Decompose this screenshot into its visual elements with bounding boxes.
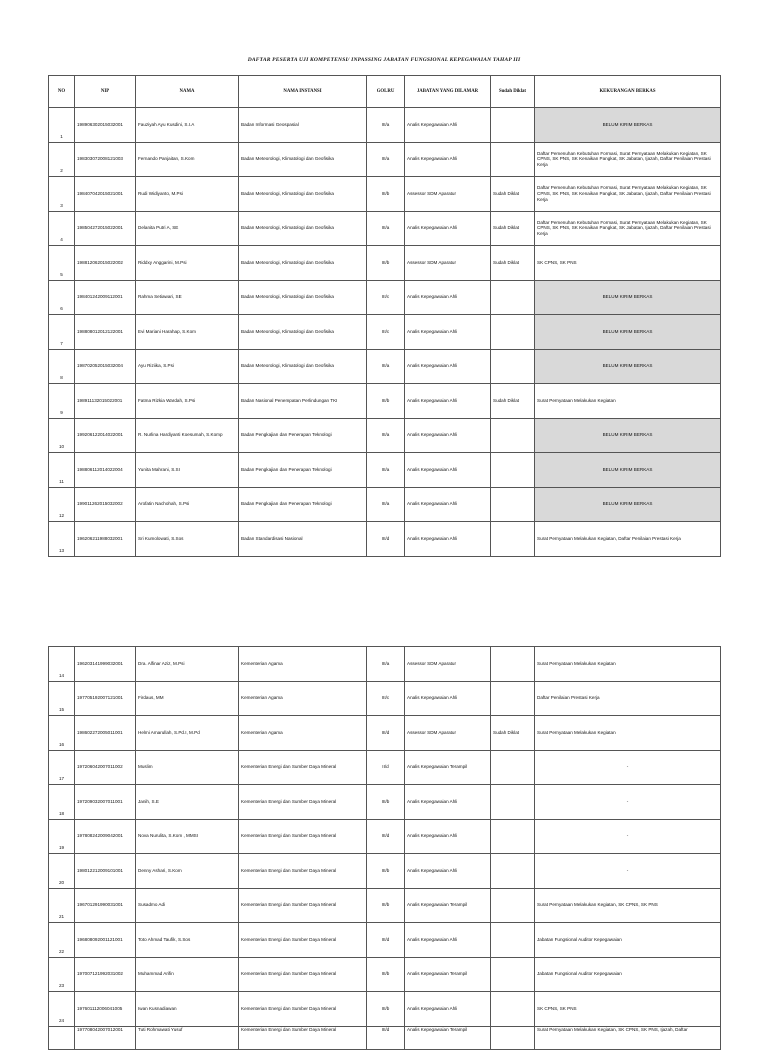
diklat-cell [491,108,535,143]
kekurangan-cell: Jabatan Fungsional Auditor Kepegawaian [535,957,721,992]
nip-cell: 198906302015032001 [75,108,136,143]
table-row [49,177,721,212]
table-row [49,854,721,889]
jabatan-cell: Analis Kepegawaian Terampil [405,957,491,992]
jabatan-cell: Analis Kepegawaian Ahli [405,453,491,488]
table-row [49,453,721,488]
header-nip: NIP [75,76,136,108]
nama-cell: Evi Mariani Harahap, S.Kom [136,315,239,350]
header-nama-instansi: NAMA INSTANSI [239,76,367,108]
diklat-cell [491,487,535,522]
nama-cell: Rahma Setiawari, SE [136,280,239,315]
no-cell: 17 [49,750,75,785]
table-row [49,957,721,992]
golru-cell: III/a [367,108,405,143]
nama-cell: Riddxy Anggarini, M.Psi [136,246,239,281]
golru-cell: III/d [367,1026,405,1049]
instansi-cell: Badan Meteorologi, Klimatologi dan Geofisika [239,280,367,315]
jabatan-cell: Analis Kepegawaian Terampil [405,750,491,785]
no-cell: 22 [49,923,75,958]
nama-cell: Helmi Amarullah, S.Pd.I, M.Pd [136,716,239,751]
nama-cell: Janih, S.E [136,785,239,820]
header-sudah-diklat: Sudah Diklat [491,76,535,108]
kekurangan-cell: BELUM KIRIM BERKAS [535,280,721,315]
diklat-cell [491,280,535,315]
nama-cell: Tuti Rohmawati Yusuf [136,1026,239,1049]
table-header-row [49,76,721,108]
table-row [49,142,721,177]
kekurangan-cell: Daftar Pemenuhan Kebutuhan Formasi, Surat Pernyataan Melakukan Kegiatan, SK CPNS, SK PNS, SK Kenaikan Pangkat, SK Jabatan, Ijazah, Daftar Penilaian Prestasi Kerja [535,177,721,212]
instansi-cell: Badan Standardisasi Nasional [239,522,367,557]
no-cell: 15 [49,681,75,716]
golru-cell: III/d [367,819,405,854]
nip-cell: 198911132015022001 [75,384,136,419]
golru-cell: III/a [367,453,405,488]
kekurangan-cell: - [535,750,721,785]
no-cell: 12 [49,487,75,522]
header-kekurangan-berkas: KEKURANGAN BERKAS [535,76,721,108]
nama-cell: R. Nurlina Hardiyanti Koesumah, S.Komp [136,418,239,453]
instansi-cell: Badan Pengkajian dan Penerapan Teknologi [239,418,367,453]
jabatan-cell: Analis Kepegawaian Terampil [405,1026,491,1049]
table-row [49,522,721,557]
instansi-cell: Badan Pengkajian dan Penerapan Teknologi [239,487,367,522]
instansi-cell: Badan Meteorologi, Klimatologi dan Geofisika [239,315,367,350]
nama-cell: Toto Ahmad Taufik, S.Sos [136,923,239,958]
nama-cell: Firdaus, MM [136,681,239,716]
nama-cell: Denny Ashari, S.Kom [136,854,239,889]
no-cell: 1 [49,108,75,143]
kekurangan-cell: SK CPNS, SK PNS [535,992,721,1027]
table-row [49,1026,721,1049]
instansi-cell: Kementerian Energi dan Sumber Daya Mineral [239,819,367,854]
diklat-cell: Sudah Diklat [491,211,535,246]
kekurangan-cell: Surat Pernyataan Melakukan Kegiatan, SK CPNS, SK PNS, Ijazah, Daftar [535,1026,721,1049]
kekurangan-cell: BELUM KIRIM BERKAS [535,453,721,488]
nama-cell: Muslim [136,750,239,785]
golru-cell: III/a [367,349,405,384]
diklat-cell [491,647,535,682]
no-cell: 8 [49,349,75,384]
nama-cell: Delanita Putri A, SE [136,211,239,246]
instansi-cell: Badan Nasional Penempatan Perlindungan TKI [239,384,367,419]
golru-cell: III/b [367,888,405,923]
jabatan-cell: Analis Kepegawaian Ahli [405,349,491,384]
no-cell: 16 [49,716,75,751]
kekurangan-cell: Surat Pernyataan Melakukan Kegiatan, SK CPNS, SK PNS [535,888,721,923]
kekurangan-cell: SK CPNS, SK PNS [535,246,721,281]
instansi-cell: Kementerian Energi dan Sumber Daya Mineral [239,992,367,1027]
jabatan-cell: Analis Kepegawaian Ahli [405,108,491,143]
table-row [49,647,721,682]
no-cell [49,1026,75,1049]
diklat-cell [491,453,535,488]
instansi-cell: Badan Meteorologi, Klimatologi dan Geofisika [239,349,367,384]
golru-cell: III/a [367,142,405,177]
table-row [49,716,721,751]
kekurangan-cell: Daftar Penilaian Prestasi Kerja [535,681,721,716]
kekurangan-cell: Surat Pernyataan Melakukan Kegiatan [535,647,721,682]
nama-cell: Iwan Kusnadiawan [136,992,239,1027]
golru-cell: III/d [367,923,405,958]
kekurangan-cell: Surat Pernyataan Melakukan Kegiatan [535,716,721,751]
nip-cell: 196203141999032001 [75,647,136,682]
nip-cell: 198812062015022002 [75,246,136,281]
table-row [49,819,721,854]
diklat-cell: Sudah Diklat [491,246,535,281]
jabatan-cell: Analis Kepegawaian Ahli [405,280,491,315]
diklat-cell: Sudah Diklat [491,177,535,212]
jabatan-cell: Analis Kepegawaian Ahli [405,785,491,820]
nama-cell: Susadmo Adi [136,888,239,923]
golru-cell: III/a [367,647,405,682]
golru-cell: III/d [367,716,405,751]
golru-cell: III/c [367,280,405,315]
jabatan-cell: Assessor SDM Aparatur [405,647,491,682]
golru-cell: III/b [367,384,405,419]
nama-cell: Ayu Riziika, S.Psi [136,349,239,384]
jabatan-cell: Analis Kepegawaian Ahli [405,487,491,522]
kekurangan-cell: BELUM KIRIM BERKAS [535,418,721,453]
table-row [49,888,721,923]
table-row [49,681,721,716]
kekurangan-cell: - [535,785,721,820]
table-row [49,750,721,785]
instansi-cell: Badan Informasi Geospasial [239,108,367,143]
golru-cell: III/a [367,418,405,453]
table-row [49,923,721,958]
golru-cell: III/b [367,957,405,992]
instansi-cell: Badan Meteorologi, Klimatologi dan Geofisika [239,246,367,281]
diklat-cell [491,1026,535,1049]
diklat-cell [491,957,535,992]
nip-cell: 198808012012122001 [75,315,136,350]
diklat-cell [491,992,535,1027]
golru-cell: III/a [367,211,405,246]
kekurangan-cell: BELUM KIRIM BERKAS [535,315,721,350]
no-cell: 24 [49,992,75,1027]
kekurangan-cell: Daftar Pemenuhan Kebutuhan Formasi, Surat Pernyataan Melakukan Kegiatan, SK CPNS, SK PNS, SK Kenaikan Pangkat, SK Jabatan, Ijazah, Daftar Penilaian Prestasi Kerja [535,142,721,177]
kekurangan-cell: Surat Pernyataan Melakukan Kegiatan, Daftar Penilaian Prestasi Kerja [535,522,721,557]
instansi-cell: Kementerian Energi dan Sumber Daya Mineral [239,888,367,923]
header-jabatan: JABATAN YANG DILAMAR [405,76,491,108]
nip-cell: 198303072008121003 [75,142,136,177]
instansi-cell: Kementerian Energi dan Sumber Daya Mineral [239,957,367,992]
instansi-cell: Kementerian Energi dan Sumber Daya Mineral [239,750,367,785]
nama-cell: Nova Nurulita, S.Kom , MMSI [136,819,239,854]
golru-cell: II/d [367,750,405,785]
kekurangan-cell: BELUM KIRIM BERKAS [535,487,721,522]
kekurangan-cell: BELUM KIRIM BERKAS [535,108,721,143]
table-row [49,211,721,246]
nama-cell: Muhammad Arifin [136,957,239,992]
no-cell: 3 [49,177,75,212]
instansi-cell: Kementerian Agama [239,681,367,716]
no-cell: 21 [49,888,75,923]
jabatan-cell: Assessor SDM Aparatur [405,246,491,281]
no-cell: 23 [49,957,75,992]
document-title: DAFTAR PESERTA UJI KOMPETENSI/ INPASSING JABATAN FUNGSIONAL KEPEGAWAIAN TAHAP III [247,57,521,63]
nip-cell: 196701291990031001 [75,888,136,923]
table-row [49,384,721,419]
diklat-cell: Sudah Diklat [491,716,535,751]
kekurangan-cell: - [535,854,721,889]
instansi-cell: Kementerian Energi dan Sumber Daya Mineral [239,1026,367,1049]
table-row [49,785,721,820]
golru-cell: III/a [367,487,405,522]
jabatan-cell: Analis Kepegawaian Terampil [405,888,491,923]
table-row [49,487,721,522]
jabatan-cell: Analis Kepegawaian Ahli [405,819,491,854]
jabatan-cell: Analis Kepegawaian Ahli [405,142,491,177]
golru-cell: III/b [367,785,405,820]
nip-cell: 198504272015022001 [75,211,136,246]
nip-cell: 197007121992031002 [75,957,136,992]
table-row [49,992,721,1027]
participants-table-page-2 [48,646,721,1050]
nama-cell: Arofatin Nachohah, S.Psi [136,487,239,522]
table-row [49,349,721,384]
nip-cell: 199206122014022001 [75,418,136,453]
diklat-cell [491,349,535,384]
nip-cell: 198401242009112001 [75,280,136,315]
nama-cell: Sri Kumolowati, S.Sos [136,522,239,557]
jabatan-cell: Analis Kepegawaian Ahli [405,211,491,246]
nip-cell: 197808242009042001 [75,819,136,854]
table-row [49,246,721,281]
kekurangan-cell: Daftar Pemenuhan Kebutuhan Formasi, Surat Pernyataan Melakukan Kegiatan, SK CPNS, SK PNS, SK Kenaikan Pangkat, SK Jabatan, Ijazah, Daftar Penilaian Prestasi Kerja [535,211,721,246]
nip-cell: 197708042007012001 [75,1026,136,1049]
kekurangan-cell: Surat Pernyataan Melakukan Kegiatan [535,384,721,419]
instansi-cell: Kementerian Agama [239,716,367,751]
diklat-cell [491,854,535,889]
jabatan-cell: Assessor SDM Aparatur [405,177,491,212]
golru-cell: III/d [367,522,405,557]
jabatan-cell: Analis Kepegawaian Ahli [405,384,491,419]
no-cell: 9 [49,384,75,419]
instansi-cell: Badan Meteorologi, Klimatologi dan Geofisika [239,211,367,246]
jabatan-cell: Analis Kepegawaian Ahli [405,992,491,1027]
no-cell: 7 [49,315,75,350]
table-row [49,108,721,143]
table-row [49,418,721,453]
jabatan-cell: Analis Kepegawaian Ahli [405,923,491,958]
nip-cell: 198407042015021001 [75,177,136,212]
diklat-cell [491,142,535,177]
instansi-cell: Badan Meteorologi, Klimatologi dan Geofisika [239,177,367,212]
golru-cell: III/c [367,681,405,716]
nip-cell: 198602272005011001 [75,716,136,751]
no-cell: 5 [49,246,75,281]
nama-cell: Rudi Widiyanto, M.Psi [136,177,239,212]
jabatan-cell: Assessor SDM Aparatur [405,716,491,751]
nip-cell: 196206211988032001 [75,522,136,557]
nip-cell: 197206042007011002 [75,750,136,785]
no-cell: 13 [49,522,75,557]
instansi-cell: Kementerian Agama [239,647,367,682]
instansi-cell: Kementerian Energi dan Sumber Daya Mineral [239,923,367,958]
jabatan-cell: Analis Kepegawaian Ahli [405,418,491,453]
nama-cell: Fatma Rizkia Wardah, S.Psi [136,384,239,419]
nip-cell: 197209032007011001 [75,785,136,820]
diklat-cell: Sudah Diklat [491,384,535,419]
diklat-cell [491,819,535,854]
table-row [49,280,721,315]
jabatan-cell: Analis Kepegawaian Ahli [405,522,491,557]
diklat-cell [491,750,535,785]
instansi-cell: Badan Pengkajian dan Penerapan Teknologi [239,453,367,488]
no-cell: 19 [49,819,75,854]
no-cell: 10 [49,418,75,453]
header-golru: GOLRU [367,76,405,108]
participants-table-page-1 [48,75,721,557]
golru-cell: III/b [367,177,405,212]
nip-cell: 196808092001121001 [75,923,136,958]
nama-cell: Yunita Mahrani, S.SI [136,453,239,488]
nip-cell: 197601112006041005 [75,992,136,1027]
golru-cell: III/c [367,315,405,350]
instansi-cell: Badan Meteorologi, Klimatologi dan Geofisika [239,142,367,177]
diklat-cell [491,888,535,923]
no-cell: 11 [49,453,75,488]
kekurangan-cell: Jabatan Fungsional Auditor Kepegawaian [535,923,721,958]
jabatan-cell: Analis Kepegawaian Ahli [405,681,491,716]
header-nama: NAMA [136,76,239,108]
instansi-cell: Kementerian Energi dan Sumber Daya Mineral [239,785,367,820]
diklat-cell [491,785,535,820]
no-cell: 20 [49,854,75,889]
golru-cell: III/b [367,246,405,281]
golru-cell: III/b [367,992,405,1027]
nip-cell: 198806112014022004 [75,453,136,488]
no-cell: 18 [49,785,75,820]
diklat-cell [491,923,535,958]
golru-cell: III/b [367,854,405,889]
no-cell: 2 [49,142,75,177]
diklat-cell [491,418,535,453]
no-cell: 6 [49,280,75,315]
nama-cell: Fauziyah Ayu Kusdini, S.I.A [136,108,239,143]
instansi-cell: Kementerian Energi dan Sumber Daya Mineral [239,854,367,889]
diklat-cell [491,315,535,350]
kekurangan-cell: - [535,819,721,854]
kekurangan-cell: BELUM KIRIM BERKAS [535,349,721,384]
nip-cell: 198702052015032004 [75,349,136,384]
header-no: NO [49,76,75,108]
nip-cell: 198012212009101001 [75,854,136,889]
diklat-cell [491,681,535,716]
jabatan-cell: Analis Kepegawaian Ahli [405,315,491,350]
nama-cell: Fernando Panjaitan, S.Kom [136,142,239,177]
nip-cell: 199011262015032002 [75,487,136,522]
no-cell: 4 [49,211,75,246]
table-row [49,315,721,350]
no-cell: 14 [49,647,75,682]
jabatan-cell: Analis Kepegawaian Ahli [405,854,491,889]
diklat-cell [491,522,535,557]
nip-cell: 197705192007121001 [75,681,136,716]
nama-cell: Dra. Alfinar Aziz, M.Psi [136,647,239,682]
